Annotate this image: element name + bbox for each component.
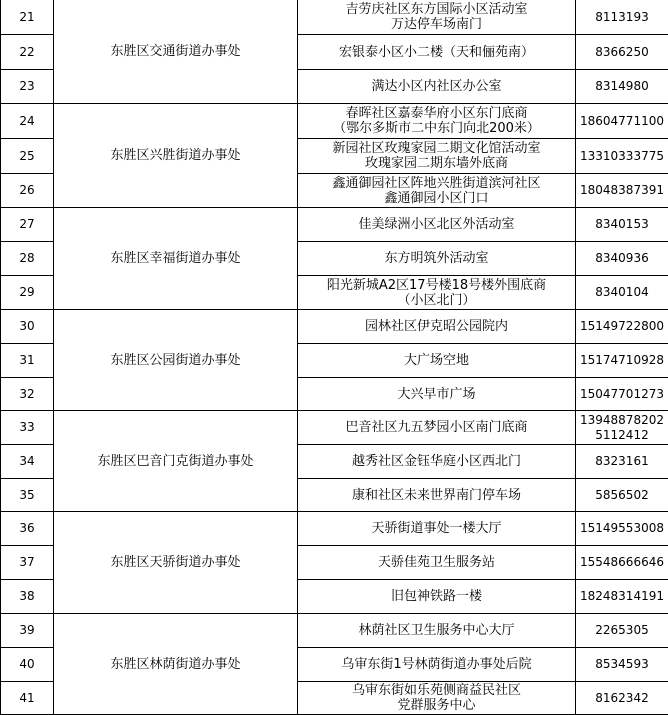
- phone-number: 8113193: [595, 9, 649, 24]
- location-cell: [298, 310, 576, 344]
- phone-cell: [576, 378, 668, 411]
- location-line: 东方明筑外活动室: [384, 251, 489, 266]
- location-line: 园林社区伊克昭公园院内: [364, 319, 508, 334]
- location-cell: [298, 648, 576, 682]
- location-line: 越秀社区金钰华庭小区西北门: [351, 454, 521, 469]
- location-cell: [298, 512, 576, 546]
- phone-cell: [576, 104, 668, 139]
- row-number: 33: [1, 411, 54, 445]
- location-line: 佳美绿洲小区北区外活动室: [358, 217, 515, 232]
- phone-cell: [576, 580, 668, 614]
- phone-number: 13948878202: [580, 412, 664, 427]
- table-row: [1, 0, 668, 35]
- location-line: 吉劳庆社区东方国际小区活动室: [345, 2, 528, 17]
- location-line: 巴音社区九五梦园小区南门底商: [345, 420, 528, 435]
- phone-cell: [576, 0, 668, 35]
- location-line: 阳光新城A2区17号楼18号楼外围底商: [326, 277, 547, 293]
- phone-cell: [576, 35, 668, 70]
- phone-number: 8340104: [595, 285, 649, 299]
- row-number: 25: [1, 139, 54, 174]
- location-line: 满达小区内社区办公室: [371, 79, 502, 94]
- phone-number: 15047701273: [580, 386, 664, 401]
- phone-cell: [576, 614, 668, 648]
- phone-cell: [576, 479, 668, 512]
- location-cell: [298, 0, 576, 35]
- phone-number: 18604771100: [580, 113, 664, 128]
- row-number: 29: [1, 276, 54, 310]
- table-body: [1, 0, 668, 715]
- office-name: 东胜区幸福街道办事处: [54, 208, 298, 310]
- row-number: 27: [1, 208, 54, 242]
- location-line: 大兴早市广场: [397, 386, 476, 402]
- phone-cell: [576, 174, 668, 208]
- location-line: 鑫通御园社区阵地兴胜街道滨河社区: [332, 175, 541, 191]
- location-line: 天骄佳苑卫生服务站: [377, 555, 495, 570]
- table-row: [1, 512, 668, 546]
- phone-cell: [576, 546, 668, 580]
- row-number: 21: [1, 0, 54, 35]
- location-cell: [298, 546, 576, 580]
- location-cell: [298, 580, 576, 614]
- phone-number: 8323161: [595, 454, 649, 468]
- phone-number: 8340936: [595, 251, 649, 265]
- phone-cell: [576, 242, 668, 276]
- phone-number: 8534593: [595, 657, 649, 671]
- row-number: 36: [1, 512, 54, 546]
- location-line: （鄂尔多斯市二中东门向北200米）: [333, 121, 540, 136]
- office-name: 东胜区公园街道办事处: [54, 310, 298, 411]
- office-name: 东胜区天骄街道办事处: [54, 512, 298, 614]
- phone-cell: [576, 208, 668, 242]
- phone-cell: [576, 411, 668, 445]
- phone-number: 8314980: [595, 79, 649, 93]
- office-name: 东胜区林荫街道办事处: [54, 614, 298, 715]
- phone-cell: [576, 648, 668, 682]
- phone-cell: [576, 139, 668, 174]
- phone-cell: [576, 445, 668, 479]
- phone-number: 5856502: [595, 487, 649, 502]
- row-number: 24: [1, 104, 54, 139]
- location-line: 乌审东街1号林荫街道办事处后院: [341, 657, 532, 672]
- location-cell: [298, 174, 576, 208]
- phone-number: 13310333775: [580, 148, 664, 163]
- location-cell: [298, 479, 576, 512]
- row-number: 37: [1, 546, 54, 580]
- phone-number: 15149722800: [580, 319, 664, 333]
- row-number: 34: [1, 445, 54, 479]
- phone-cell: [576, 344, 668, 378]
- location-cell: [298, 445, 576, 479]
- location-cell: [298, 139, 576, 174]
- table-row: [1, 310, 668, 344]
- location-cell: [298, 208, 576, 242]
- phone-number: 15548666646: [580, 555, 664, 569]
- row-number: 38: [1, 580, 54, 614]
- location-line: 宏银泰小区小二楼（天和俪苑南）: [338, 44, 534, 60]
- phone-number: 18248314191: [580, 589, 664, 603]
- location-cell: [298, 344, 576, 378]
- location-cell: [298, 104, 576, 139]
- row-number: 39: [1, 614, 54, 648]
- location-cell: [298, 35, 576, 70]
- location-cell: [298, 682, 576, 715]
- location-cell: [298, 242, 576, 276]
- location-cell: [298, 276, 576, 310]
- phone-number: 8162342: [595, 690, 649, 705]
- location-line: 大广场空地: [403, 353, 469, 368]
- location-line: （小区北门）: [397, 292, 476, 308]
- table-row: [1, 614, 668, 648]
- row-number: 32: [1, 378, 54, 411]
- location-line: 新园社区玫瑰家园二期文化馆活动室: [332, 141, 541, 156]
- location-line: 林荫社区卫生服务中心大厅: [358, 623, 515, 638]
- row-number: 40: [1, 648, 54, 682]
- location-line: 天骄街道事处一楼大厅: [371, 521, 502, 536]
- location-line: 康和社区未来世界南门停车场: [351, 487, 521, 503]
- office-name: 东胜区兴胜街道办事处: [54, 104, 298, 208]
- location-cell: [298, 411, 576, 445]
- row-number: 30: [1, 310, 54, 344]
- row-number: 28: [1, 242, 54, 276]
- phone-number: 2265305: [595, 623, 649, 637]
- phone-number: 8366250: [595, 44, 649, 59]
- phone-cell: [576, 310, 668, 344]
- location-cell: [298, 614, 576, 648]
- phone-number: 15149553008: [580, 521, 664, 535]
- row-number: 23: [1, 70, 54, 104]
- office-name: 东胜区巴音门克街道办事处: [54, 411, 298, 512]
- row-number: 41: [1, 682, 54, 715]
- row-number: 26: [1, 174, 54, 208]
- phone-number: 15174710928: [580, 353, 664, 367]
- row-number: 31: [1, 344, 54, 378]
- row-number: 35: [1, 479, 54, 512]
- location-line: 万达停车场南门: [390, 17, 482, 32]
- location-line: 乌审东街如乐苑侧商益民社区: [351, 683, 521, 698]
- table-row: [1, 104, 668, 139]
- phone-cell: [576, 682, 668, 715]
- location-cell: [298, 378, 576, 411]
- row-number: 22: [1, 35, 54, 70]
- location-line: 鑫通御园小区门口: [384, 190, 489, 206]
- location-line: 春晖社区嘉泰华府小区东门底商: [345, 106, 528, 121]
- location-line: 党群服务中心: [397, 698, 476, 713]
- table-row: [1, 208, 668, 242]
- location-line: 玫瑰家园二期东墙外底商: [364, 156, 508, 171]
- phone-cell: [576, 70, 668, 104]
- phone-number: 8340153: [595, 217, 649, 231]
- location-cell: [298, 70, 576, 104]
- phone-number: 5112412: [595, 427, 649, 442]
- table-row: [1, 411, 668, 445]
- location-line: 旧包神铁路一楼: [390, 589, 482, 604]
- phone-cell: [576, 512, 668, 546]
- office-name: 东胜区交通街道办事处: [54, 0, 298, 104]
- phone-number: 18048387391: [580, 183, 664, 197]
- phone-cell: [576, 276, 668, 310]
